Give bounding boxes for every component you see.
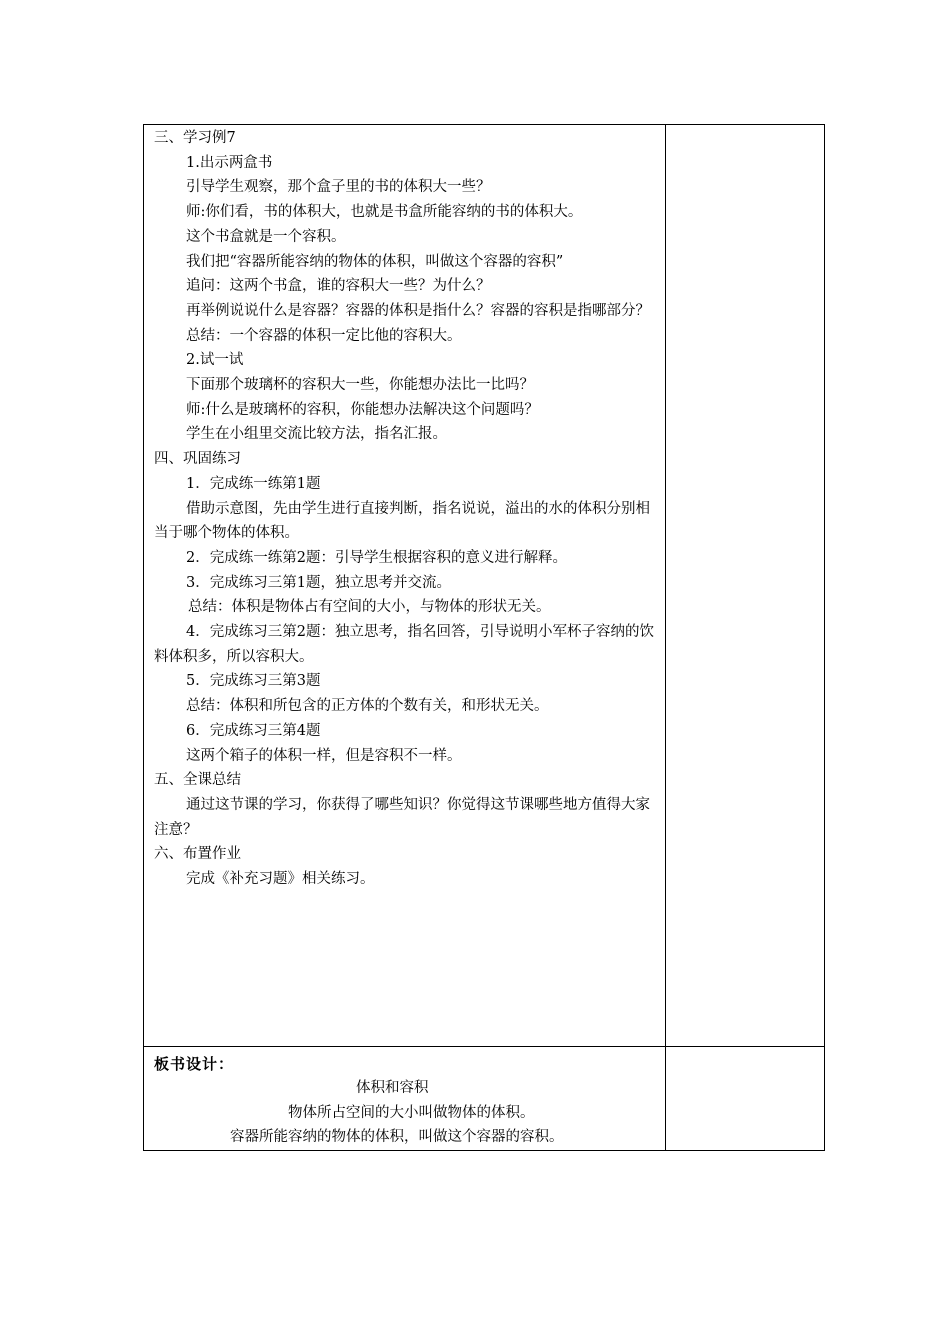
text-paragraph: 再举例说说什么是容器？容器的体积是指什么？容器的容积是指哪部分？ — [186, 302, 650, 319]
text-line: 引导学生观察，那个盒子里的书的体积大一些？ — [186, 179, 491, 196]
step-item: 6．完成练习三第4题 — [186, 722, 321, 739]
text-paragraph: 借助示意图，先由学生进行直接判断，指名说说，溢出的水的体积分别相当于哪个物体的体积。 — [154, 500, 650, 542]
text-line: 我们把“容器所能容纳的物体的体积，叫做这个容器的容积” — [186, 253, 564, 270]
section-heading: 三、学习例7 — [154, 130, 236, 146]
section-heading: 六、布置作业 — [154, 846, 241, 863]
text-line: 总结：体积是物体占有空间的大小，与物体的形状无关。 — [188, 599, 551, 616]
board-heading: 体积和容积 — [356, 1080, 429, 1096]
column-divider — [665, 125, 666, 1150]
text-line: 总结：一个容器的体积一定比他的容积大。 — [186, 327, 462, 344]
text-line: 这两个箱子的体积一样，但是容积不一样。 — [186, 747, 462, 764]
text-line: 学生在小组里交流比较方法，指名汇报。 — [186, 426, 447, 443]
text-line: 完成《补充习题》相关练习。 — [186, 871, 375, 888]
text-line: 师:你们看，书的体积大，也就是书盒所能容纳的书的体积大。 — [186, 204, 583, 221]
text-paragraph: 通过这节课的学习，你获得了哪些知识？你觉得这节课哪些地方值得大家注意？ — [154, 796, 650, 838]
step-item: 5．完成练习三第3题 — [186, 673, 321, 690]
board-design-title: 板书设计： — [154, 1055, 235, 1073]
step-item: 3．完成练习三第1题，独立思考并交流。 — [186, 574, 451, 591]
section-heading: 四、巩固练习 — [154, 451, 241, 468]
lesson-table — [143, 124, 825, 1151]
step-item: 2．完成练一练第2题：引导学生根据容积的意义进行解释。 — [186, 549, 567, 566]
text-line: 师:什么是玻璃杯的容积，你能想办法解决这个问题吗？ — [186, 401, 539, 418]
text-line: 总结：体积和所包含的正方体的个数有关，和形状无关。 — [186, 698, 549, 715]
text-line: 这个书盒就是一个容积。 — [186, 228, 346, 245]
section-heading: 五、全课总结 — [154, 772, 241, 789]
text-line: 追问：这两个书盒，谁的容积大一些？为什么？ — [186, 278, 491, 295]
text-line: 下面那个玻璃杯的容积大一些，你能想办法比一比吗？ — [186, 377, 534, 394]
board-design — [144, 1047, 665, 1151]
text-paragraph: 4．完成练习三第2题：独立思考，指名回答，引导说明小军杯子容纳的饮料体积多，所以容积大。 — [154, 624, 654, 665]
step-item: 2.试一试 — [186, 352, 244, 369]
step-item: 1．完成练一练第1题 — [186, 475, 321, 492]
board-definition-volume: 物体所占空间的大小叫做物体的体积。 — [288, 1105, 535, 1121]
lesson-content — [154, 126, 660, 892]
board-definition-capacity: 容器所能容纳的物体的体积，叫做这个容器的容积。 — [230, 1129, 564, 1145]
step-item: 1.出示两盒书 — [186, 154, 273, 171]
